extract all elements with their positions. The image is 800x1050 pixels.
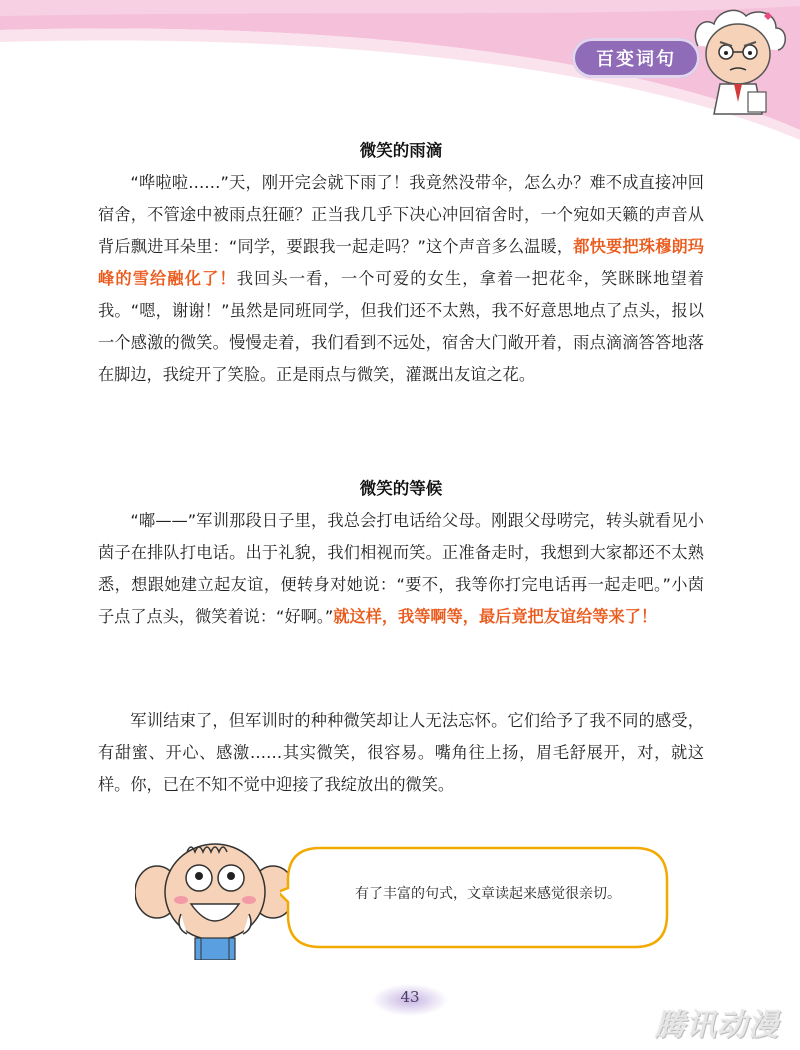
paragraph-text: 军训结束了，但军训时的种种微笑却让人无法忘怀。它们给予了我不同的感受，有甜蜜、开心、感激……其实微笑，很容易。嘴角往上扬，眉毛舒展开，对，就这样。你，已在不知不觉中迎接了我绽放出的微笑。 — [98, 711, 704, 794]
section-waiting-smile — [98, 473, 704, 633]
paragraph-text: “嘟——”军训那段日子里，我总会打电话给父母。刚跟父母唠完，转头就看见小茵子在排队打电话。出于礼貌，我们相视而笑。正准备走时，我想到大家都还不太熟悉，想跟她建立起友谊，便转身对她说：“要不，我等你打完电话再一起走吧。”小茵子点了点头，微笑着说：“好啊。” — [98, 511, 704, 626]
paragraph-text: “哗啦啦……”天，刚开完会就下雨了！我竟然没带伞，怎么办？难不成直接冲回宿舍，不管途中被雨点狂砸？正当我几乎下决心冲回宿舍时，一个宛如天籁的声音从背后飘进耳朵里：“同学，要跟我一起走吗？”这个声音多么温暖， — [98, 173, 704, 256]
kid-cartoon-icon — [135, 838, 295, 960]
comment-text: 有了丰富的句式，文章读起来感觉很亲切。 — [355, 886, 621, 902]
paragraph-text: 我回头一看，一个可爱的女生，拿着一把花伞，笑眯眯地望着我。“嗯，谢谢！”虽然是同班同学，但我们还不太熟，我不好意思地点了点头，报以一个感激的微笑。慢慢走着，我们看到不远处，宿舍大门敞开着，雨点滴滴答答地落在脚边，我绽开了笑脸。正是雨点与微笑，灌溉出友谊之花。 — [98, 269, 704, 384]
section-title: 微笑的雨滴 — [359, 141, 443, 160]
section-conclusion — [98, 705, 704, 801]
section-badge: 百变词句 — [572, 38, 700, 78]
paragraph — [98, 705, 704, 801]
highlighted-phrase: 都快要把珠穆朗玛峰的雪给融化了！ — [98, 237, 704, 288]
paragraph — [98, 505, 704, 633]
watermark: 腾讯动漫 — [655, 1008, 779, 1043]
paragraph — [98, 167, 704, 391]
section-rain-smile — [98, 135, 704, 391]
highlighted-phrase: 就这样，我等啊等，最后竟把友谊给等来了！ — [333, 607, 658, 626]
professor-cartoon-icon — [690, 6, 790, 116]
page-number: 43 — [400, 988, 420, 1006]
section-title: 微笑的等候 — [359, 479, 443, 498]
